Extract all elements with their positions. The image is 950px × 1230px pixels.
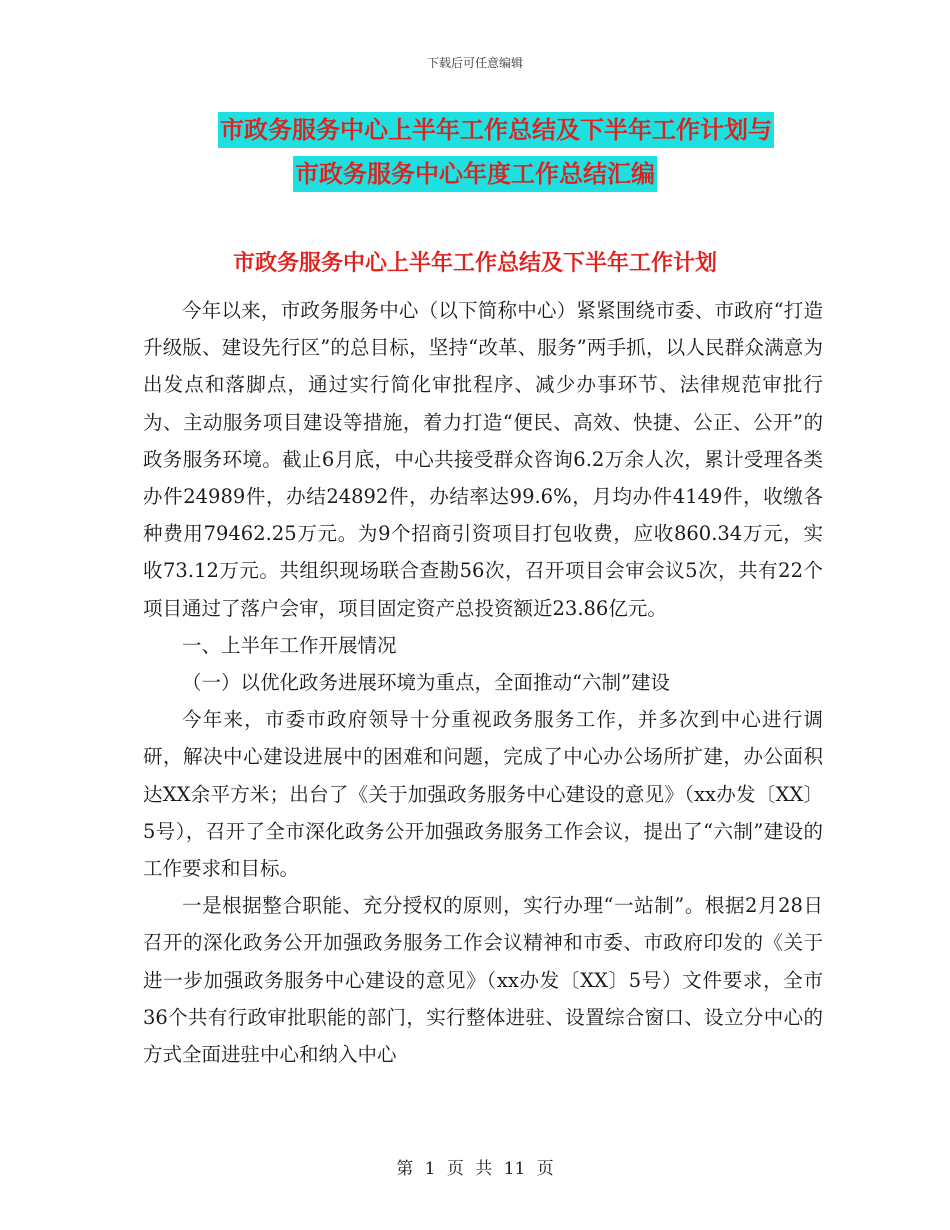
document-title-line-1 xyxy=(0,110,950,150)
section-title: 市政务服务中心上半年工作总结及下半年工作计划 xyxy=(232,251,717,276)
paragraph: 一是根据整合职能、充分授权的原则，实行办理“一站制”。根据2月28日召开的深化政务公开加强政务服务工作会议精神和市委、市政府印发的《关于进一步加强政务服务中心建设的意见》（xx办发〔XX〕5号）文件要求，全市36个共有行政审批职能的部门，实行整体进驻、设置综合窗口、设立分中心的方式全面进驻中心和纳入中心 xyxy=(143,894,823,1067)
heading-second-level: （一）以优化政务进展环境为重点，全面推动“六制”建设 xyxy=(182,671,670,695)
title-highlight-1: 市政务服务中心上半年工作总结及下半年工作计划与 xyxy=(218,112,774,148)
header-note: 下载后可任意编辑 xyxy=(426,56,523,70)
paragraph: 今年以来，市政务服务中心（以下简称中心）紧紧围绕市委、市政府“打造升级版、建设先行区”的总目标，坚持“改革、服务”两手抓，以人民群众满意为出发点和落脚点，通过实行简化审批程序、减少办事环节、法律规范审批行为、主动服务项目建设等措施，着力打造“便民、高效、快捷、公正、公开”的政务服务环境。截止6月底，中心共接受群众咨询6.2万余人次，累计受理各类办件24989件，办结24892件，办结率达99.6%，月均办件4149件，收缴各种费用79462.25万元。为9个招商引资项目打包收费，应收860.34万元，实收73.12万元。共组织现场联合查勘56次，召开项目会审会议5次，共有22个项目通过了落户会审，项目固定资产总投资额近23.86亿元。 xyxy=(143,299,823,620)
document-body xyxy=(143,292,823,1073)
heading-first-level: 一、上半年工作开展情况 xyxy=(182,633,397,657)
title-highlight-2: 市政务服务中心年度工作总结汇编 xyxy=(293,156,657,192)
paragraph: 今年来，市委市政府领导十分重视政务服务工作，并多次到中心进行调研，解决中心建设进展中的困难和问题，完成了中心办公场所扩建，办公面积达XX余平方米；出台了《关于加强政务服务中心建设的意见》（xx办发〔XX〕5号），召开了全市深化政务公开加强政务服务工作会议，提出了“六制”建设的工作要求和目标。 xyxy=(143,708,823,881)
document-title-line-2 xyxy=(0,154,950,194)
page-footer: 第 1 页 共 11 页 xyxy=(396,1159,554,1179)
